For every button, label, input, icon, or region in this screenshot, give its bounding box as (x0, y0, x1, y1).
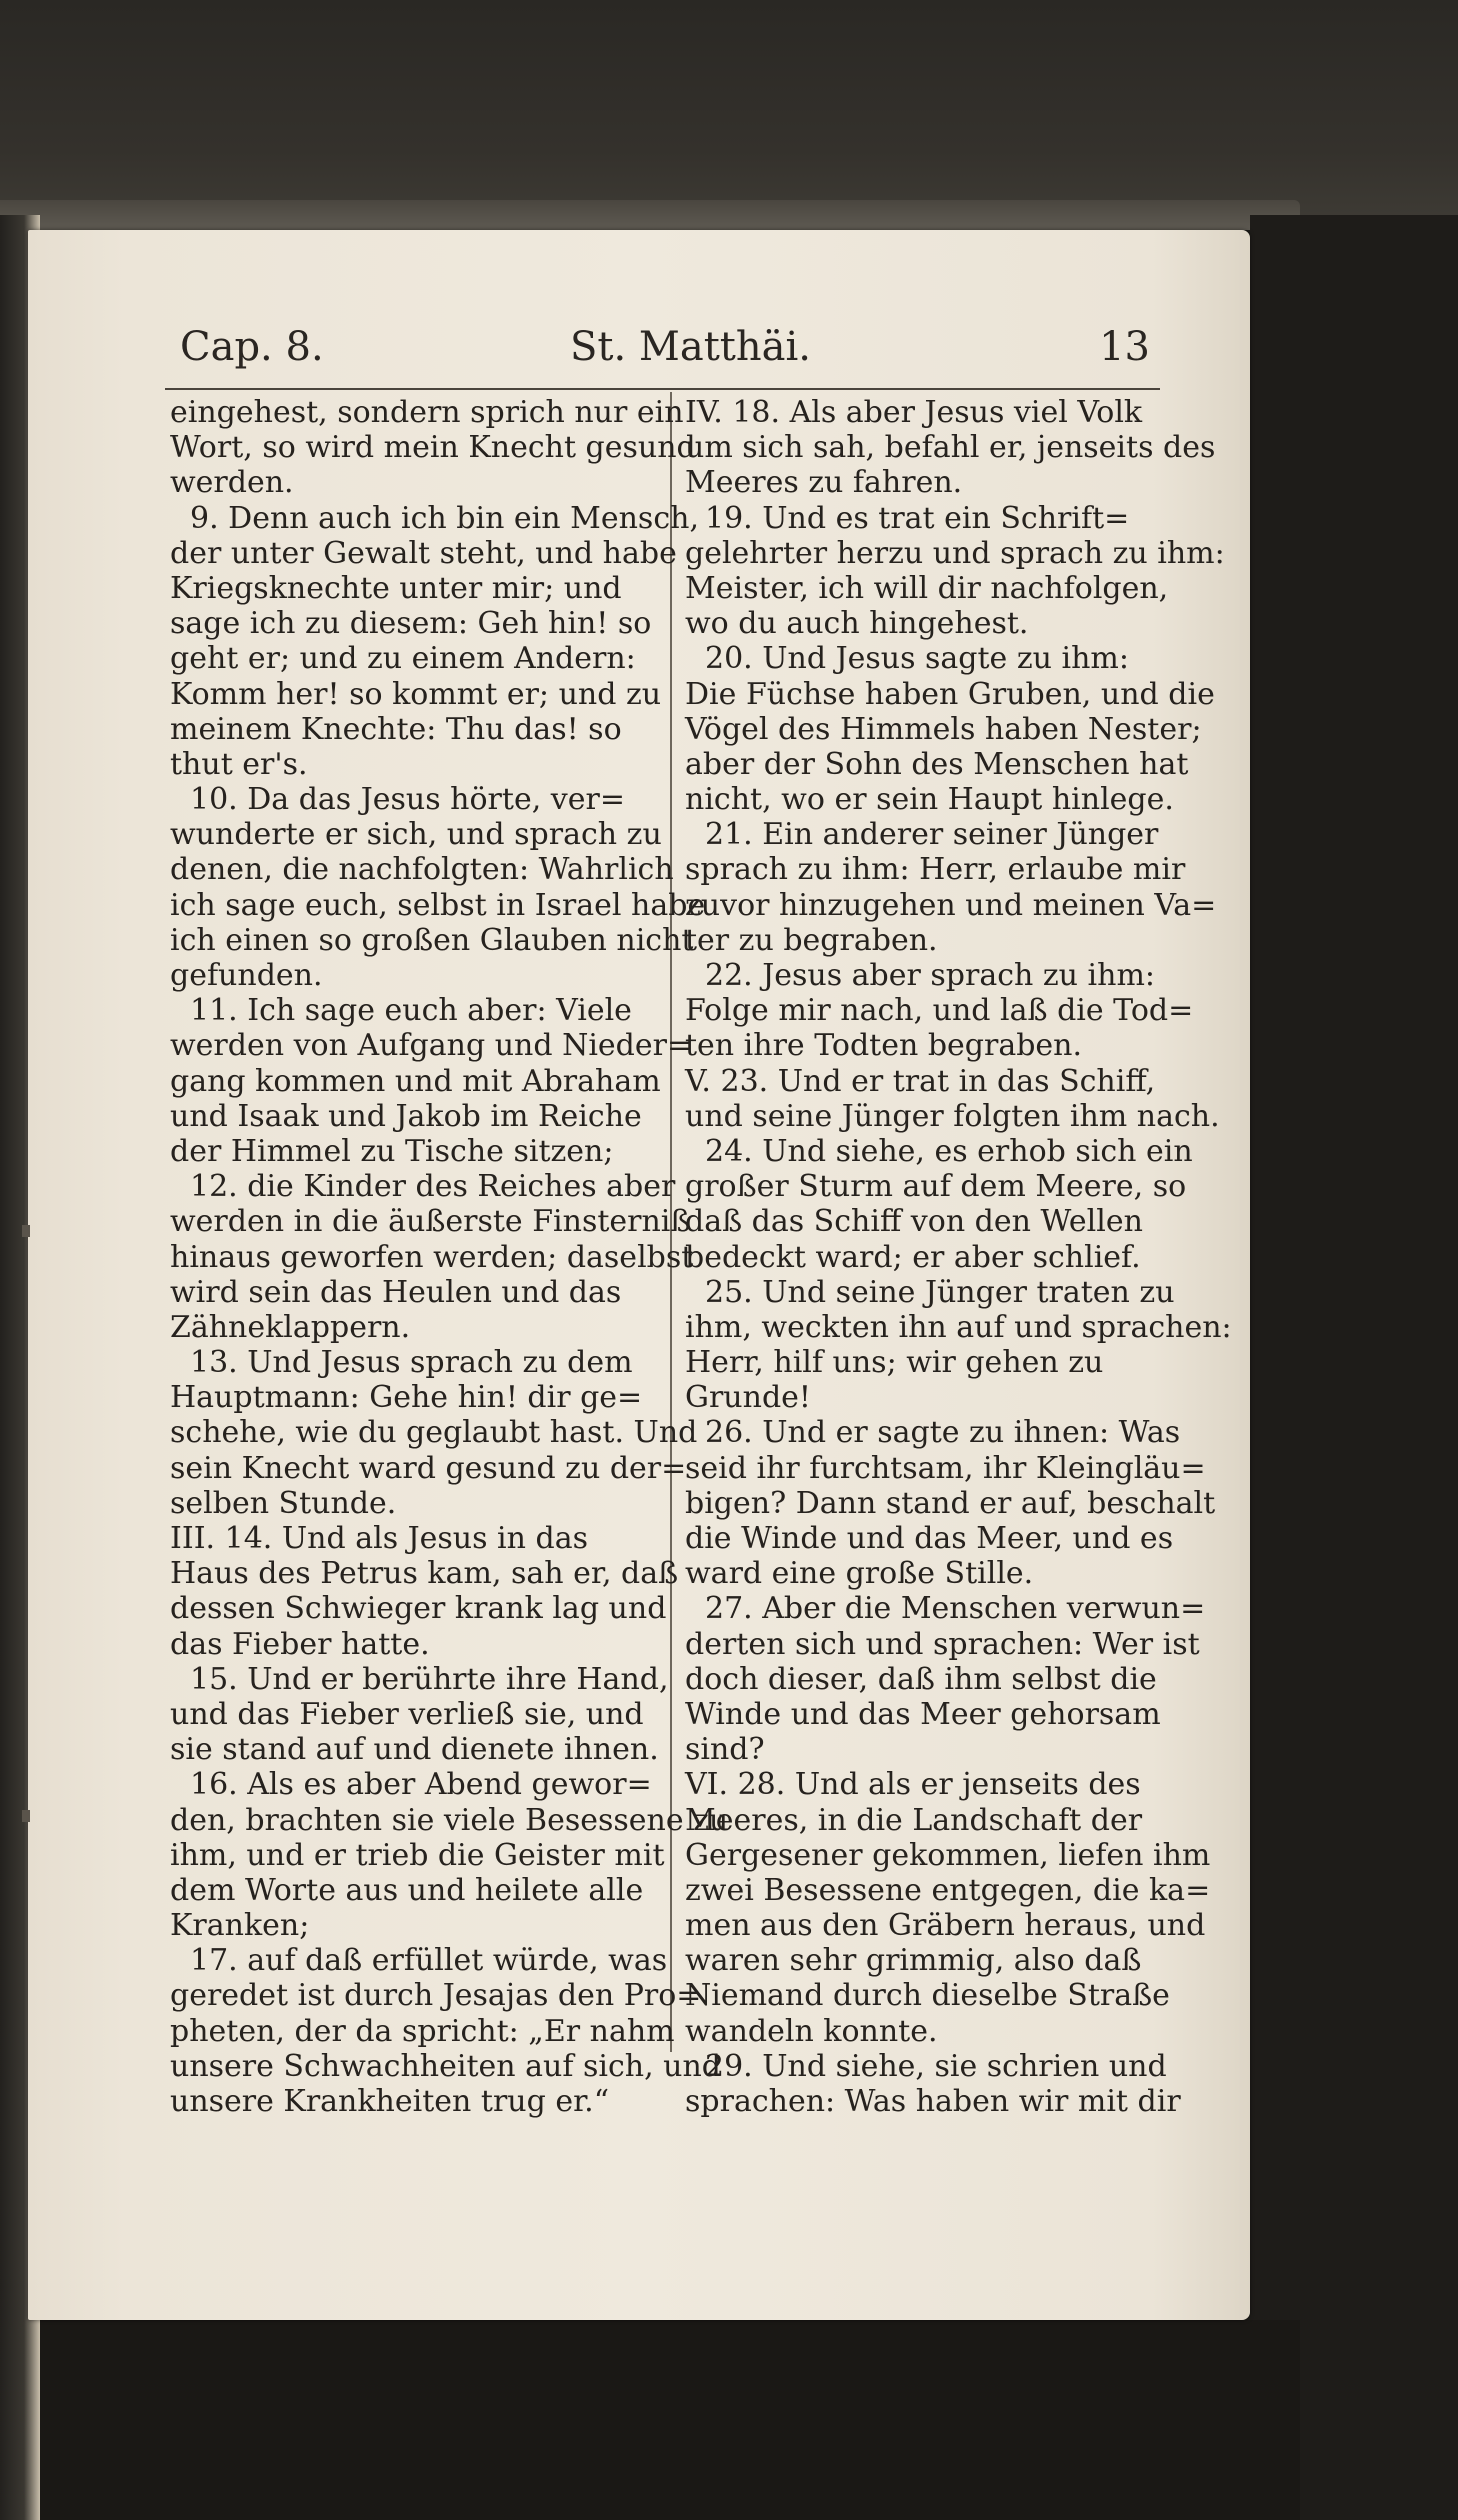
text-line: 11. Ich sage euch aber: Viele (190, 993, 632, 1029)
text-line: ich einen so großen Glauben nicht (170, 922, 694, 958)
text-line: meinem Knechte: Thu das! so (170, 711, 622, 747)
text-line: wird sein das Heulen und das (170, 1274, 622, 1310)
text-line: Komm her! so kommt er; und zu (170, 676, 662, 712)
text-line: thut er's. (170, 746, 308, 782)
text-line: und seine Jünger folgten ihm nach. (685, 1098, 1220, 1134)
text-line: pheten, der da spricht: „Er nahm (170, 2013, 675, 2049)
text-line: Meeres zu fahren. (685, 465, 963, 501)
text-line: dessen Schwieger krank lag und (170, 1591, 667, 1627)
text-line: 25. Und seine Jünger traten zu (705, 1274, 1175, 1310)
text-line: und das Fieber verließ sie, und (170, 1696, 644, 1732)
text-line: Kriegsknechte unter mir; und (170, 570, 622, 606)
text-line: VI. 28. Und als er jenseits des (685, 1767, 1141, 1803)
text-line: Kranken; (170, 1908, 310, 1944)
text-line: waren sehr grimmig, also daß (685, 1943, 1142, 1979)
text-line: ihm, und er trieb die Geister mit (170, 1837, 665, 1873)
page-number: 13 (1099, 324, 1150, 370)
text-line: sprachen: Was haben wir mit dir (685, 2084, 1181, 2119)
text-line: Herr, hilf uns; wir gehen zu (685, 1345, 1104, 1381)
text-line: sprach zu ihm: Herr, erlaube mir (685, 852, 1186, 888)
text-line: sage ich zu diesem: Geh hin! so (170, 606, 652, 642)
text-line: 10. Da das Jesus hörte, ver= (190, 782, 625, 818)
text-line: ten ihre Todten begraben. (685, 1028, 1083, 1064)
text-line: zuvor hinzugehen und meinen Va= (685, 887, 1217, 923)
text-line: schehe, wie du geglaubt hast. Und (170, 1415, 698, 1451)
text-line: Vögel des Himmels haben Nester; (685, 711, 1202, 747)
thumb-mark-1 (22, 1225, 30, 1237)
text-line: wandeln konnte. (685, 2013, 938, 2049)
text-line: derten sich und sprachen: Wer ist (685, 1626, 1200, 1662)
text-line: Wort, so wird mein Knecht gesund (170, 430, 696, 466)
text-line: geredet ist durch Jesajas den Pro= (170, 1978, 702, 2014)
text-line: 13. Und Jesus sprach zu dem (190, 1345, 633, 1381)
text-line: großer Sturm auf dem Meere, so (685, 1169, 1187, 1205)
text-line: Haus des Petrus kam, sah er, daß (170, 1556, 679, 1592)
text-line: wunderte er sich, und sprach zu (170, 817, 662, 853)
text-line: nicht, wo er sein Haupt hinlege. (685, 782, 1174, 818)
text-line: IV. 18. Als aber Jesus viel Volk (685, 395, 1143, 430)
text-line: Niemand durch dieselbe Straße (685, 1978, 1170, 2014)
text-line: das Fieber hatte. (170, 1626, 430, 1662)
text-line: und Isaak und Jakob im Reiche (170, 1098, 642, 1134)
text-line: men aus den Gräbern heraus, und (685, 1908, 1206, 1944)
book-cover-edge (0, 200, 1300, 230)
text-line: 12. die Kinder des Reiches aber (190, 1169, 676, 1205)
text-line: III. 14. Und als Jesus in das (170, 1521, 588, 1556)
text-line: 29. Und siehe, sie schrien und (705, 2048, 1167, 2084)
text-line: 16. Als es aber Abend gewor= (190, 1767, 652, 1803)
text-line: 27. Aber die Menschen verwun= (705, 1591, 1206, 1627)
text-line: sein Knecht ward gesund zu der= (170, 1450, 687, 1486)
text-line: werden in die äußerste Finsterniß (170, 1204, 691, 1240)
text-line: Die Füchse haben Gruben, und die (685, 676, 1215, 712)
text-line: 24. Und siehe, es erhob sich ein (705, 1133, 1193, 1169)
text-line: Meeres, in die Landschaft der (685, 1802, 1143, 1838)
text-line: ihm, weckten ihn auf und sprachen: (685, 1309, 1232, 1345)
text-column-right (685, 395, 1232, 2119)
text-line: ich sage euch, selbst in Israel habe (170, 887, 706, 923)
text-line: ter zu begraben. (685, 922, 938, 958)
text-line: die Winde und das Meer, und es (685, 1521, 1174, 1556)
text-line: hinaus geworfen werden; daselbst (170, 1239, 694, 1275)
text-line: 15. Und er berührte ihre Hand, (190, 1661, 669, 1697)
text-line: Winde und das Meer gehorsam (685, 1696, 1161, 1732)
text-line: gelehrter herzu und sprach zu ihm: (685, 535, 1225, 571)
text-line: der unter Gewalt steht, und habe (170, 535, 677, 571)
text-line: bigen? Dann stand er auf, beschalt (685, 1485, 1216, 1521)
text-line: Folge mir nach, und laß die Tod= (685, 993, 1194, 1029)
text-line: eingehest, sondern sprich nur ein (170, 395, 684, 430)
text-line: Grunde! (685, 1380, 811, 1416)
book-cover-top (0, 0, 1458, 215)
text-line: den, brachten sie viele Besessene zu (170, 1802, 729, 1838)
text-line: gefunden. (170, 958, 323, 993)
text-line: sind? (685, 1732, 765, 1768)
text-line: dem Worte aus und heilete alle (170, 1872, 644, 1908)
text-line: 21. Ein anderer seiner Jünger (705, 817, 1159, 853)
text-line: doch dieser, daß ihm selbst die (685, 1661, 1157, 1697)
text-line: 22. Jesus aber sprach zu ihm: (705, 958, 1156, 993)
text-line: Hauptmann: Gehe hin! dir ge= (170, 1380, 643, 1416)
text-line: denen, die nachfolgten: Wahrlich (170, 852, 674, 888)
text-line: der Himmel zu Tische sitzen; (170, 1133, 614, 1169)
text-line: V. 23. Und er trat in das Schiff, (685, 1063, 1156, 1099)
text-line: wo du auch hingehest. (685, 606, 1029, 642)
text-line: daß das Schiff von den Wellen (685, 1204, 1143, 1240)
text-line: 26. Und er sagte zu ihnen: Was (705, 1415, 1181, 1451)
text-line: Meister, ich will dir nachfolgen, (685, 570, 1169, 606)
text-line: geht er; und zu einem Andern: (170, 641, 636, 677)
text-line: 20. Und Jesus sagte zu ihm: (705, 641, 1129, 677)
text-line: 19. Und es trat ein Schrift= (705, 500, 1130, 536)
text-line: zwei Besessene entgegen, die ka= (685, 1872, 1211, 1908)
text-line: 17. auf daß erfüllet würde, was (190, 1943, 668, 1979)
text-line: unsere Schwachheiten auf sich, und (170, 2048, 722, 2084)
text-line: sie stand auf und dienete ihnen. (170, 1732, 659, 1768)
text-line: unsere Krankheiten trug er.“ (170, 2084, 610, 2119)
text-line: aber der Sohn des Menschen hat (685, 746, 1189, 782)
text-line: Zähneklappern. (170, 1309, 411, 1345)
text-column-left (170, 395, 729, 2119)
thumb-mark-2 (22, 1810, 30, 1822)
text-line: Gergesener gekommen, liefen ihm (685, 1837, 1211, 1873)
chapter-label: Cap. 8. (180, 324, 324, 370)
text-line: werden von Aufgang und Nieder= (170, 1028, 693, 1064)
text-line: werden. (170, 465, 294, 501)
text-line: 9. Denn auch ich bin ein Mensch, (190, 500, 699, 536)
text-line: gang kommen und mit Abraham (170, 1063, 661, 1099)
header-rule (165, 388, 1160, 390)
text-line: bedeckt ward; er aber schlief. (685, 1239, 1141, 1275)
running-head (140, 310, 1160, 380)
text-line: selben Stunde. (170, 1485, 397, 1521)
text-line: seid ihr furchtsam, ihr Kleingläu= (685, 1450, 1206, 1486)
text-line: um sich sah, befahl er, jenseits des (685, 430, 1216, 466)
book-background-right (1250, 215, 1458, 2520)
book-cover-bottom (40, 2320, 1300, 2520)
book-title: St. Matthäi. (570, 324, 811, 370)
text-line: ward eine große Stille. (685, 1556, 1034, 1592)
